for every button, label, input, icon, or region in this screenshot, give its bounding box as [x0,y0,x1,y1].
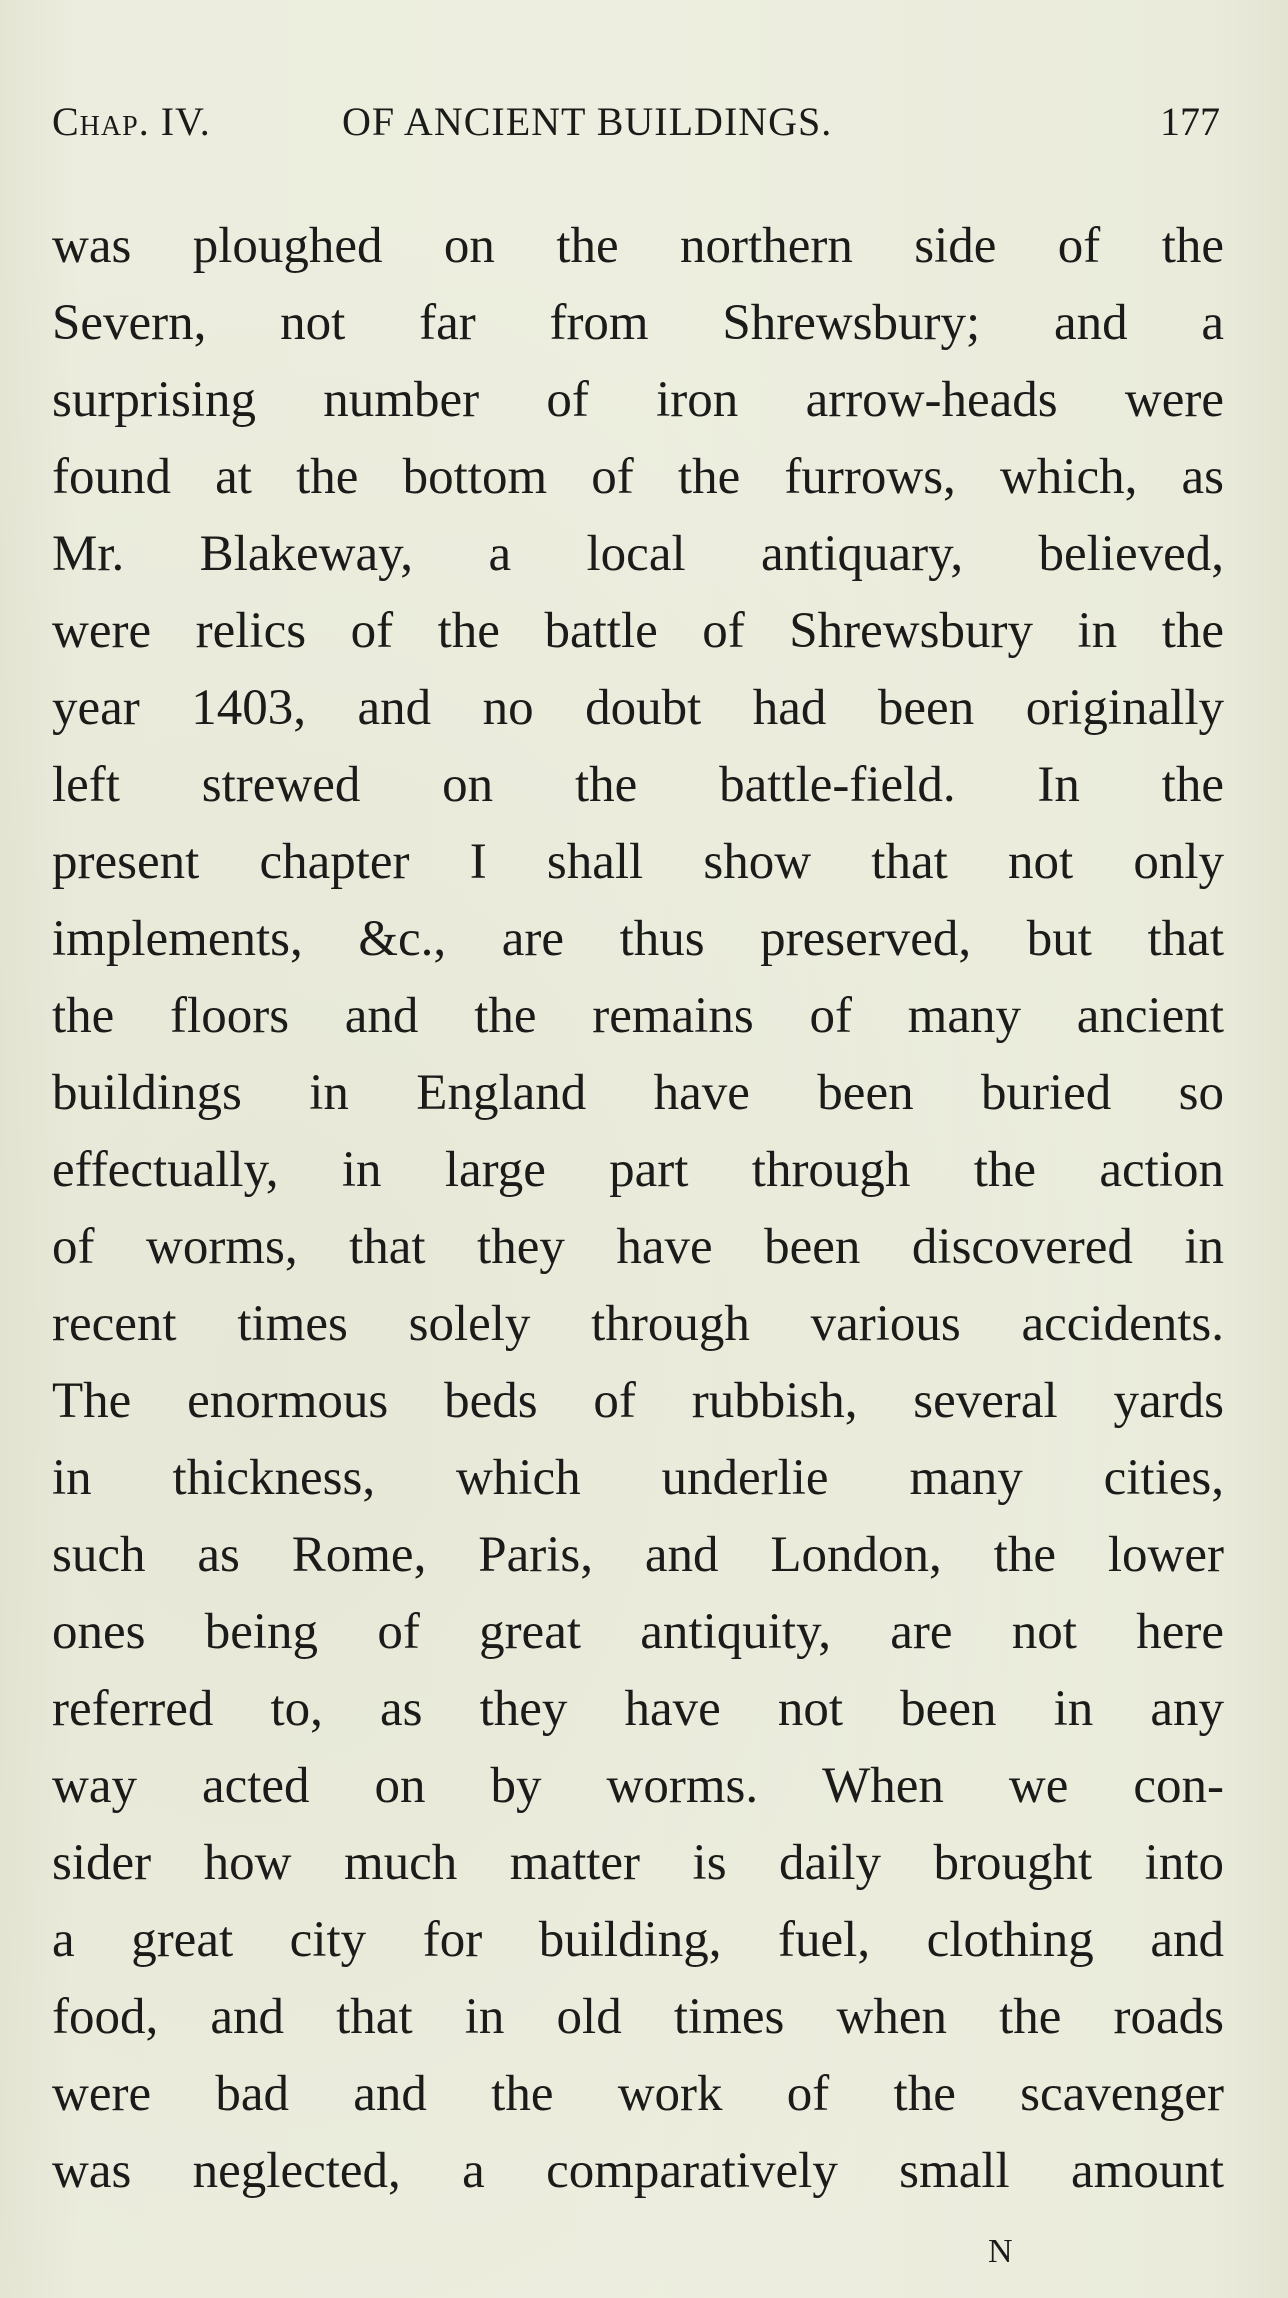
text-line: Severn, not far from Shrewsbury; and a [52,295,1224,351]
text-line: way acted on by worms. When we con- [52,1758,1224,1814]
text-line: food, and that in old times when the roads [52,1989,1224,2045]
text-line: recent times solely through various accidents. [52,1296,1224,1352]
text-line: The enormous beds of rubbish, several yards [52,1373,1224,1429]
chapter-label: Chap. IV. [52,99,211,144]
text-line: ones being of great antiquity, are not here [52,1604,1224,1660]
text-line: referred to, as they have not been in any [52,1681,1224,1737]
text-line: present chapter I shall show that not only [52,834,1224,890]
chapter-title: OF ANCIENT BUILDINGS. [342,99,833,144]
text-line: the floors and the remains of many ancient [52,988,1224,1044]
text-line: was ploughed on the northern side of the [52,218,1224,274]
text-line: Mr. Blakeway, a local antiquary, believed, [52,526,1224,582]
text-line: were relics of the battle of Shrewsbury in the [52,603,1224,659]
text-line: effectually, in large part through the action [52,1142,1224,1198]
text-line: left strewed on the battle-field. In the [52,757,1224,813]
text-line: year 1403, and no doubt had been originally [52,680,1224,736]
page-number: 177 [1160,99,1220,144]
text-line: a great city for building, fuel, clothing and [52,1912,1224,1968]
text-line: buildings in England have been buried so [52,1065,1224,1121]
body-text [52,208,1224,2210]
signature-mark: N [988,2233,1014,2270]
text-line: in thickness, which underlie many cities, [52,1450,1224,1506]
text-line: of worms, that they have been discovered in [52,1219,1224,1275]
text-line: implements, &c., are thus preserved, but that [52,911,1224,967]
running-head [52,92,1220,152]
text-line: were bad and the work of the scavenger [52,2066,1224,2122]
text-line: found at the bottom of the furrows, which, as [52,449,1224,505]
text-line: surprising number of iron arrow-heads were [52,372,1224,428]
text-line: was neglected, a comparatively small amount [52,2143,1224,2199]
text-line: sider how much matter is daily brought into [52,1835,1224,1891]
text-line: such as Rome, Paris, and London, the lower [52,1527,1224,1583]
